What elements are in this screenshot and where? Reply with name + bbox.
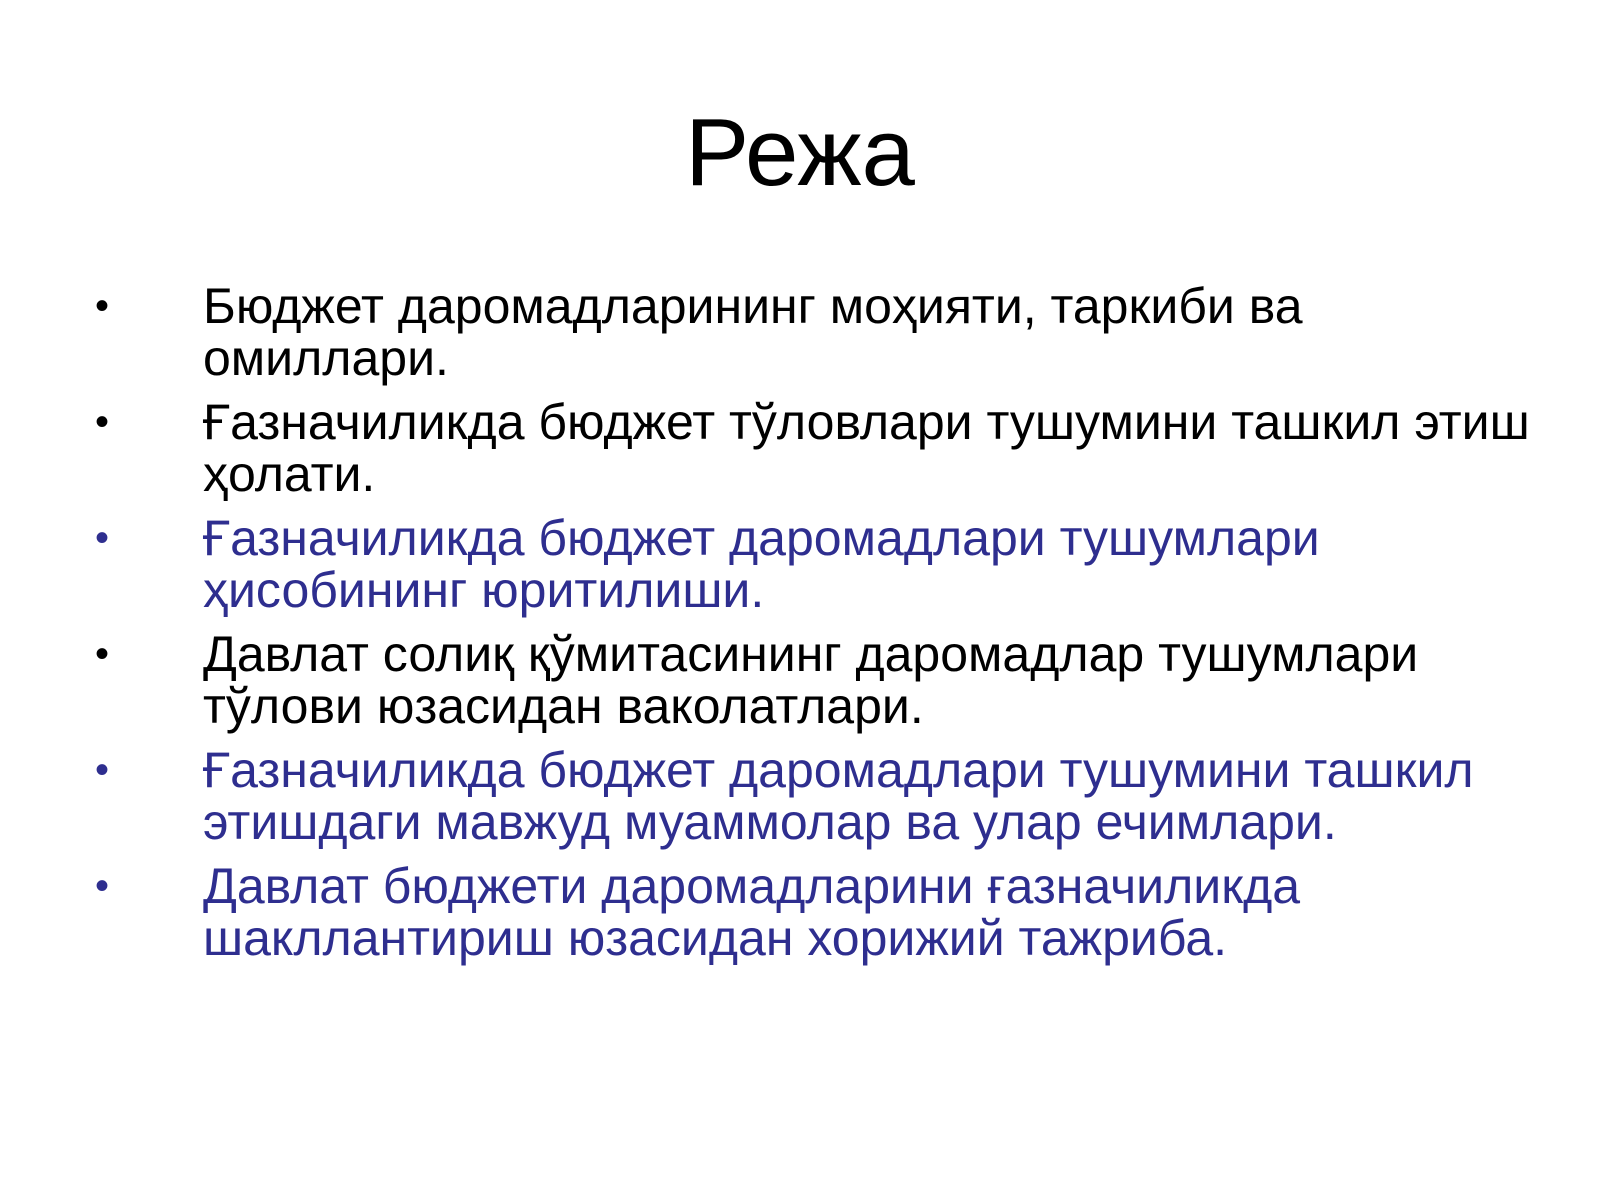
list-item [0, 628, 1600, 732]
list-item-text: Давлат солиқ қўмитасининг даромадлар тушумлари тўлови юзасидан ваколатлари. [203, 626, 1419, 734]
bullet-icon: • [95, 864, 110, 908]
agenda-list [0, 280, 1600, 976]
bullet-icon: • [95, 400, 110, 444]
list-item [0, 512, 1600, 616]
list-item [0, 280, 1600, 384]
bullet-icon: • [95, 516, 110, 560]
list-item [0, 396, 1600, 500]
bullet-icon: • [95, 284, 110, 328]
bullet-icon: • [95, 632, 110, 676]
list-item-text: Ғазначиликда бюджет даромадлари тушумини ташкил этишдаги мавжуд муаммолар ва улар ечимлари. [203, 742, 1474, 850]
list-item-text: Бюджет даромадларининг моҳияти, таркиби ва омиллари. [203, 278, 1303, 386]
list-item-text: Ғазначиликда бюджет даромадлари тушумлари ҳисобининг юритилиши. [203, 510, 1320, 618]
list-item [0, 860, 1600, 964]
bullet-icon: • [95, 748, 110, 792]
list-item [0, 744, 1600, 848]
slide-title: Режа [685, 99, 915, 206]
list-item-text: Ғазначиликда бюджет тўловлари тушумини ташкил этиш ҳолати. [203, 394, 1530, 502]
list-item-text: Давлат бюджети даромадларини ғазначиликда шакллантириш юзасидан хорижий тажриба. [203, 858, 1301, 966]
